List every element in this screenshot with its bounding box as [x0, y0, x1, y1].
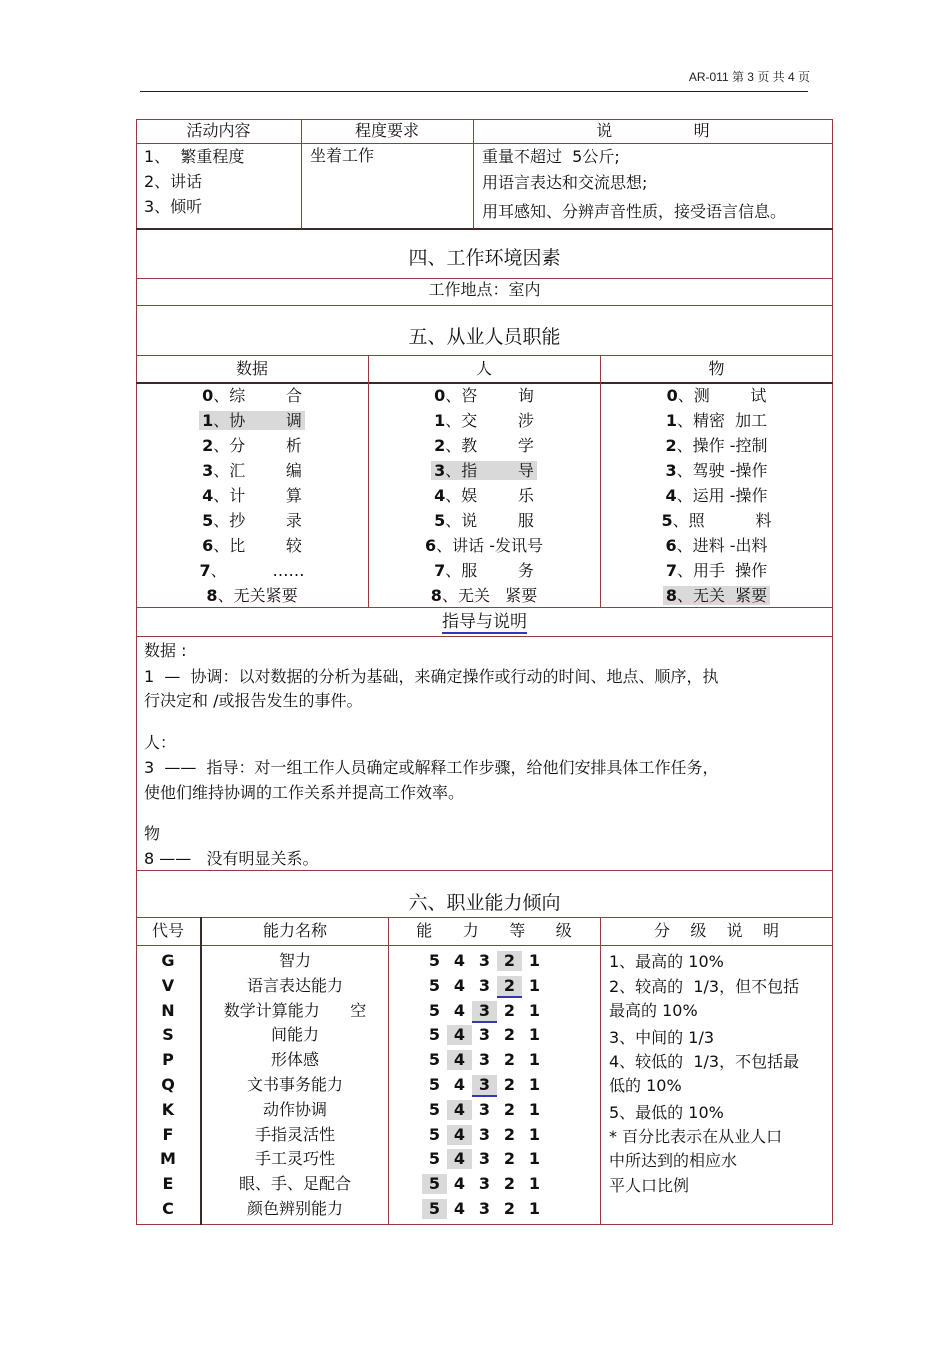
grade-value: 5 — [428, 1099, 441, 1119]
function-item-label: 、无关紧要 — [217, 586, 298, 605]
section-title-functions: 五、从业人员职能 — [408, 326, 561, 348]
explanation-line: 中所达到的相应水 — [609, 1151, 738, 1170]
divider — [136, 607, 833, 608]
divider — [136, 305, 833, 306]
function-item-number: 1 — [434, 411, 446, 430]
function-item-label: 、测 试 — [677, 386, 767, 405]
col-header-grade: 能 力 等 级 — [416, 921, 572, 940]
divider — [136, 917, 833, 918]
function-item-label: 、用手 操作 — [676, 561, 768, 580]
explanation-line: * 百分比表示在从业人口 — [609, 1127, 783, 1146]
grade-value-selected: 4 — [447, 1149, 472, 1169]
activity-note: 用耳感知、分辨声音性质，接受语言信息。 — [482, 202, 787, 221]
grade-value: 2 — [503, 1025, 516, 1045]
function-item-number: 1 — [665, 411, 677, 430]
grade-value: 1 — [528, 1199, 541, 1218]
function-item — [136, 511, 368, 531]
guidance-line: 人： — [144, 733, 177, 752]
aptitude-code: G — [161, 951, 175, 970]
grade-value-selected: 3 — [472, 1075, 497, 1097]
function-item — [136, 586, 368, 606]
grade-value: 1 — [528, 1124, 541, 1144]
function-item — [368, 411, 600, 431]
function-item-text — [199, 486, 305, 505]
col-header-code: 代号 — [151, 921, 184, 940]
aptitude-grade-scale — [422, 1199, 547, 1219]
guidance-title: 指导与说明 — [442, 612, 527, 632]
header-divider — [140, 91, 808, 92]
function-item-text — [203, 586, 300, 605]
grade-value-selected: 3 — [472, 1001, 497, 1023]
function-item-selected — [431, 461, 537, 480]
divider — [136, 382, 833, 384]
function-item-text — [662, 436, 770, 455]
grade-value: 2 — [503, 1050, 516, 1070]
grade-value: 4 — [453, 1174, 466, 1194]
function-item-number: 7 — [199, 561, 211, 580]
grade-value: 3 — [478, 1124, 491, 1144]
function-item-number: 0 — [666, 386, 678, 405]
function-item — [600, 586, 833, 606]
activity-note: 重量不超过 5公斤; — [482, 147, 620, 166]
grade-value: 3 — [478, 1099, 491, 1119]
col-header-thing: 物 — [708, 359, 725, 378]
grade-value: 1 — [528, 1000, 541, 1020]
aptitude-grade-scale — [422, 1001, 547, 1023]
divider — [136, 143, 833, 144]
grade-value: 3 — [478, 1025, 491, 1045]
function-item-number: 0 — [434, 386, 446, 405]
divider — [388, 917, 389, 1225]
aptitude-code: K — [161, 1099, 175, 1119]
divider — [136, 870, 833, 871]
grade-value: 2 — [503, 1075, 516, 1094]
divider — [136, 278, 833, 279]
function-item-number: 5 — [202, 511, 214, 530]
aptitude-code: V — [161, 975, 175, 995]
function-item-text — [431, 411, 537, 430]
grade-value: 4 — [453, 951, 466, 970]
aptitude-name: 间能力 — [270, 1025, 319, 1045]
function-item — [136, 436, 368, 456]
grade-value: 4 — [453, 1000, 466, 1020]
grade-value: 5 — [428, 1050, 441, 1070]
function-item-text — [199, 436, 305, 455]
function-item-label: 、娱 乐 — [445, 486, 534, 505]
grade-value: 5 — [428, 1000, 441, 1020]
col-header-data: 数据 — [235, 359, 268, 378]
section-title-environment: 四、工作环境因素 — [408, 247, 561, 269]
function-item-text — [663, 411, 770, 430]
function-item-label: 、分 析 — [213, 436, 302, 455]
divider — [136, 636, 833, 637]
function-item-selected — [663, 586, 770, 605]
section-title-aptitude: 六、职业能力倾向 — [408, 892, 561, 914]
aptitude-name: 手工灵巧性 — [254, 1149, 335, 1169]
aptitude-name: 文书事务能力 — [246, 1075, 343, 1094]
function-item-text — [197, 561, 308, 580]
function-item-text — [199, 386, 305, 405]
function-item — [368, 486, 600, 506]
function-item-text — [662, 486, 770, 505]
function-item-label: 、比 较 — [213, 536, 302, 555]
function-item-text — [431, 436, 537, 455]
aptitude-code: F — [162, 1124, 174, 1144]
function-item — [136, 461, 368, 481]
aptitude-code: E — [162, 1174, 174, 1194]
function-item — [600, 411, 833, 431]
function-item-number: 3 — [665, 461, 677, 480]
function-item-selected — [199, 411, 305, 430]
aptitude-grade-scale — [422, 1125, 547, 1145]
aptitude-name: 颜色辨别能力 — [246, 1199, 343, 1218]
function-item-text — [431, 511, 537, 530]
grade-value: 2 — [503, 1149, 516, 1169]
function-item-text — [658, 511, 774, 530]
grade-value: 1 — [528, 1174, 541, 1194]
aptitude-name: 形体感 — [270, 1050, 319, 1070]
activity-requirement: 坐着工作 — [310, 146, 375, 165]
grade-value: 3 — [478, 1199, 491, 1218]
grade-value: 3 — [478, 1050, 491, 1070]
aptitude-code: Q — [161, 1075, 175, 1094]
function-item — [368, 536, 600, 556]
col-header-ability: 能力名称 — [262, 921, 327, 940]
grade-value-selected: 5 — [422, 1174, 447, 1194]
function-item-label: 、运用 -操作 — [676, 486, 768, 505]
function-item-label: 、说 服 — [445, 511, 534, 530]
grade-value: 1 — [528, 1075, 541, 1094]
guidance-line: 行决定和 /或报告发生的事件。 — [144, 691, 363, 710]
guidance-title-wrap — [136, 612, 833, 632]
guidance-line: 1 — 协调：以对数据的分析为基础，来确定操作或行动的时间、地点、顺序，执 — [144, 667, 719, 686]
explanation-line: 5、最低的 10% — [609, 1103, 724, 1122]
function-item — [136, 561, 368, 581]
divider — [136, 945, 833, 946]
function-item-text — [431, 486, 537, 505]
function-item — [136, 486, 368, 506]
grade-value: 4 — [453, 1199, 466, 1218]
grade-value: 2 — [503, 1099, 516, 1119]
aptitude-grade-scale — [422, 1075, 547, 1097]
divider — [136, 355, 833, 356]
function-item-number: 8 — [665, 586, 677, 605]
function-item — [600, 561, 833, 581]
aptitude-code: C — [162, 1199, 174, 1218]
col-header-explanation: 分 级 说 明 — [653, 921, 780, 940]
function-item-label: 、 …… — [210, 561, 305, 580]
aptitude-grade-scale — [422, 1174, 547, 1194]
function-item-text — [431, 386, 537, 405]
function-item-label: 、操作 -控制 — [676, 436, 768, 455]
col-header-people: 人 — [475, 359, 492, 378]
function-item-label: 、计 算 — [213, 486, 302, 505]
function-item-text — [422, 536, 546, 555]
activity-note: 用语言表达和交流思想; — [482, 173, 648, 192]
function-item-text — [664, 386, 770, 405]
guidance-line: 使他们维持协调的工作关系并提高工作效率。 — [144, 783, 465, 802]
col-header-activity: 活动内容 — [186, 121, 251, 140]
function-item-number: 8 — [430, 586, 442, 605]
function-item-label: 、照 料 — [672, 511, 772, 530]
function-item-label: 、驾驶 -操作 — [676, 461, 768, 480]
aptitude-code: P — [162, 1050, 174, 1070]
function-item-label: 、咨 询 — [445, 386, 534, 405]
aptitude-code: N — [161, 1000, 175, 1020]
function-item-number: 4 — [434, 486, 446, 505]
grade-value: 5 — [428, 975, 441, 995]
function-item — [136, 536, 368, 556]
function-item-label: 、汇 编 — [213, 461, 302, 480]
function-item-text — [663, 561, 770, 580]
explanation-line: 4、较低的 1/3，不包括最 — [609, 1052, 800, 1071]
grade-value: 4 — [453, 975, 466, 995]
function-item-text — [199, 536, 305, 555]
function-item-number: 5 — [661, 511, 673, 530]
grade-value: 1 — [528, 975, 541, 995]
function-item — [600, 461, 833, 481]
function-item-text — [662, 461, 770, 480]
function-item-label: 、抄 录 — [213, 511, 302, 530]
grade-value: 1 — [528, 1149, 541, 1169]
function-item-label: 、协 调 — [213, 411, 302, 430]
function-item-number: 4 — [202, 486, 214, 505]
function-item — [600, 436, 833, 456]
function-item-label: 、指 导 — [445, 461, 534, 480]
work-location: 工作地点：室内 — [428, 280, 541, 299]
explanation-line: 2、较高的 1/3，但不包括 — [609, 977, 800, 996]
explanation-line: 平人口比例 — [609, 1176, 690, 1195]
grade-value: 3 — [478, 1149, 491, 1169]
grade-value: 3 — [478, 1174, 491, 1194]
col-header-requirement: 程度要求 — [354, 121, 419, 140]
grade-value-selected: 4 — [447, 1050, 472, 1070]
function-item-label: 、无关 紧要 — [441, 586, 538, 605]
grade-value: 3 — [478, 951, 491, 970]
aptitude-grade-scale — [422, 1050, 547, 1070]
function-item-label: 、教 学 — [445, 436, 534, 455]
activity-item: 2、讲话 — [144, 172, 203, 191]
grade-value-selected: 5 — [422, 1199, 447, 1219]
grade-value: 5 — [428, 951, 441, 970]
aptitude-name: 眼、手、足配合 — [238, 1174, 351, 1194]
explanation-line: 低的 10% — [609, 1076, 682, 1095]
function-item — [368, 561, 600, 581]
function-item-number: 3 — [434, 461, 446, 480]
grade-value-selected: 4 — [447, 1025, 472, 1045]
function-item-label: 、无关 紧要 — [676, 586, 768, 605]
grade-value: 1 — [528, 1099, 541, 1119]
divider — [136, 228, 833, 230]
grade-value: 5 — [428, 1075, 441, 1094]
function-item — [368, 511, 600, 531]
function-item-number: 5 — [434, 511, 446, 530]
function-item — [136, 386, 368, 406]
explanation-line: 3、中间的 1/3 — [609, 1028, 715, 1047]
function-item-number: 7 — [434, 561, 446, 580]
grade-value-selected: 2 — [497, 976, 522, 998]
function-item-text — [199, 511, 305, 530]
function-item — [600, 536, 833, 556]
function-item-number: 2 — [434, 436, 446, 455]
function-item — [600, 386, 833, 406]
aptitude-grade-scale — [422, 1149, 547, 1169]
grade-value: 5 — [428, 1124, 441, 1144]
grade-value: 2 — [503, 1124, 516, 1144]
explanation-line: 1、最高的 10% — [609, 952, 724, 971]
function-item-number: 6 — [424, 536, 437, 555]
function-item-number: 1 — [202, 411, 214, 430]
function-item-label: 、服 务 — [445, 561, 534, 580]
activity-item: 3、倾听 — [144, 197, 203, 216]
function-item-number: 8 — [206, 586, 218, 605]
guidance-line: 数据 : — [144, 641, 187, 660]
grade-value: 4 — [453, 1075, 466, 1094]
page-number-info: AR-011 第 3 页 共 4 页 — [688, 70, 810, 84]
grade-value-selected: 4 — [447, 1125, 472, 1145]
function-item-number: 4 — [665, 486, 677, 505]
function-item-number: 7 — [665, 561, 677, 580]
aptitude-name: 数学计算能力 空 — [223, 1000, 367, 1020]
grade-value: 1 — [528, 1050, 541, 1070]
function-item-label: 、进料 -出料 — [676, 536, 768, 555]
grade-value: 5 — [428, 1025, 441, 1045]
function-item-text — [662, 536, 770, 555]
function-item — [368, 386, 600, 406]
col-header-notes: 说 明 — [596, 121, 710, 140]
function-item — [368, 461, 600, 481]
aptitude-grade-scale — [422, 976, 547, 998]
function-item-label: 、综 合 — [213, 386, 302, 405]
function-item-number: 6 — [665, 536, 677, 555]
grade-value: 2 — [503, 1174, 516, 1194]
aptitude-grade-scale — [422, 951, 547, 971]
activity-item: 1、 繁重程度 — [144, 147, 245, 166]
explanation-line: 最高的 10% — [609, 1001, 698, 1020]
guidance-line: 3 —— 指导：对一组工作人员确定或解释工作步骤，给他们安排具体工作任务， — [144, 758, 719, 777]
grade-value-selected: 2 — [497, 951, 522, 971]
aptitude-name: 语言表达能力 — [246, 975, 343, 995]
aptitude-grade-scale — [422, 1100, 547, 1120]
grade-value: 2 — [503, 1000, 516, 1020]
function-item-number: 2 — [665, 436, 677, 455]
function-item-label: 、精密 加工 — [676, 411, 768, 430]
aptitude-name: 动作协调 — [262, 1099, 327, 1119]
aptitude-code: M — [160, 1149, 176, 1169]
grade-value-selected: 4 — [447, 1100, 472, 1120]
function-item-text — [428, 586, 540, 605]
guidance-line: 物 — [144, 824, 161, 843]
grade-value: 1 — [528, 1025, 541, 1045]
function-item-number: 2 — [202, 436, 214, 455]
function-item-label: 、交 涉 — [445, 411, 534, 430]
function-item — [600, 486, 833, 506]
divider — [600, 917, 601, 1225]
function-item — [368, 586, 600, 606]
grade-value: 2 — [503, 1199, 516, 1218]
aptitude-name: 智力 — [278, 951, 311, 970]
function-item-label: 、讲话 -发讯号 — [436, 536, 543, 555]
function-item — [600, 511, 833, 531]
function-item-number: 6 — [202, 536, 214, 555]
function-item — [368, 436, 600, 456]
aptitude-grade-scale — [422, 1025, 547, 1045]
function-item — [136, 411, 368, 431]
function-item-text — [199, 461, 305, 480]
function-item-text — [431, 561, 537, 580]
guidance-line: 8 —— 没有明显关系。 — [144, 849, 319, 868]
function-item-number: 0 — [202, 386, 214, 405]
aptitude-name: 手指灵活性 — [254, 1124, 335, 1144]
grade-value: 5 — [428, 1149, 441, 1169]
function-item-number: 3 — [202, 461, 214, 480]
aptitude-code: S — [162, 1025, 174, 1045]
grade-value: 3 — [478, 975, 491, 995]
grade-value: 1 — [528, 951, 541, 970]
